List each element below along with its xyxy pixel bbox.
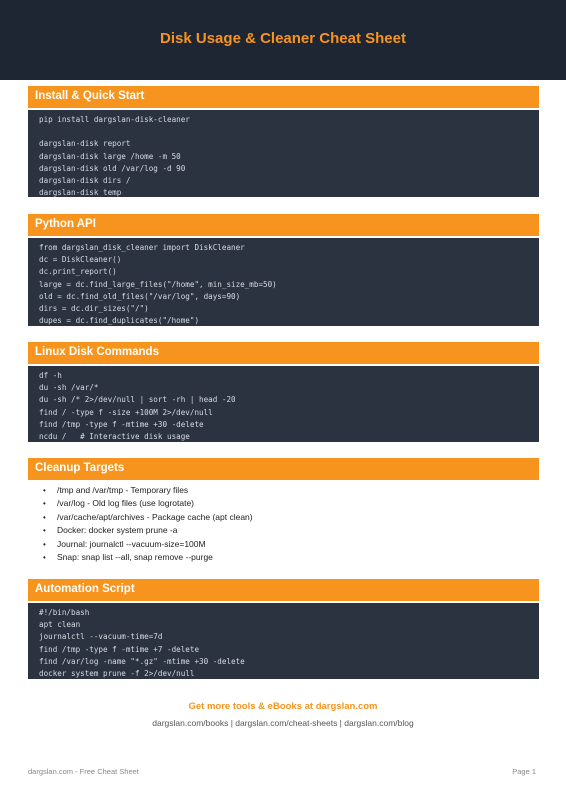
code-line: dupes = dc.find_duplicates("/home") — [39, 316, 200, 326]
list-item-text: Snap: snap list --all, snap remove --purge — [57, 551, 213, 562]
cleanup-targets-list — [40, 484, 530, 564]
code-line: old = dc.find_old_files("/var/log", days=90) — [39, 291, 241, 301]
list-item-text: /var/cache/apt/archives - Package cache (apt clean) — [57, 511, 253, 522]
bullet-icon: • — [43, 486, 46, 495]
page-header — [0, 0, 566, 80]
code-line: apt clean — [39, 620, 81, 630]
code-line: df -h — [39, 371, 62, 380]
code-line: docker system prune -f 2>/dev/null — [39, 668, 195, 678]
code-line: dc = DiskCleaner() — [39, 255, 122, 265]
code-line: dargslan-disk old /var/log -d 90 — [39, 163, 186, 173]
code-block-install — [28, 110, 539, 197]
promo-text: Get more tools & eBooks at dargslan.com — [188, 701, 378, 712]
list-item-text: /var/log - Old log files (use logrotate) — [57, 498, 195, 509]
list-item — [40, 551, 530, 564]
code-line: #!/bin/bash — [39, 608, 90, 617]
code-line — [39, 126, 539, 138]
code-line: dargslan-disk dirs / — [39, 175, 131, 185]
footer-site-label: dargslan.com - Free Cheat Sheet — [28, 767, 139, 776]
list-item-text: Docker: docker system prune -a — [57, 525, 178, 536]
code-line: large = dc.find_large_files("/home", min_size_mb=50) — [39, 279, 277, 289]
code-line: dargslan-disk temp — [39, 188, 122, 198]
code-block-automation-script — [28, 603, 539, 679]
bullet-icon: • — [43, 512, 46, 522]
list-item — [40, 511, 530, 524]
bullet-icon: • — [43, 499, 46, 509]
code-line: pip install dargslan-disk-cleaner — [39, 115, 190, 124]
code-line: find / -type f -size +100M 2>/dev/null — [39, 407, 213, 417]
code-line: find /tmp -type f -mtime +30 -delete — [39, 419, 204, 429]
footer-links[interactable]: dargslan.com/books | dargslan.com/cheat-sheets | dargslan.com/blog — [152, 718, 414, 728]
code-line: dargslan-disk large /home -m 50 — [39, 151, 181, 161]
bullet-icon: • — [43, 526, 46, 536]
code-line: dc.print_report() — [39, 267, 117, 277]
list-item-text: Journal: journalctl --vacuum-size=100M — [57, 538, 206, 549]
code-line: ncdu / # Interactive disk usage — [39, 431, 190, 441]
section-heading-python-api: Python API — [28, 214, 539, 236]
code-line: journalctl --vacuum-time=7d — [39, 632, 163, 642]
section-heading-install: Install & Quick Start — [28, 86, 539, 108]
list-item — [40, 484, 530, 497]
section-heading-cleanup-targets: Cleanup Targets — [28, 458, 539, 480]
section-heading-automation-script: Automation Script — [28, 579, 539, 601]
code-line: dargslan-disk report — [39, 139, 131, 149]
bullet-icon: • — [43, 539, 46, 549]
page-title: Disk Usage & Cleaner Cheat Sheet — [160, 30, 406, 47]
code-line: find /tmp -type f -mtime +7 -delete — [39, 644, 200, 654]
list-item — [40, 538, 530, 551]
code-block-python-api — [28, 238, 539, 326]
list-item — [40, 524, 530, 537]
section-heading-linux-disk-commands: Linux Disk Commands — [28, 342, 539, 364]
list-item — [40, 497, 530, 510]
page-number: Page 1 — [512, 767, 536, 776]
code-line: from dargslan_disk_cleaner import DiskCleaner — [39, 243, 245, 252]
code-line: dirs = dc.dir_sizes("/") — [39, 303, 149, 313]
code-line: find /var/log -name "*.gz" -mtime +30 -delete — [39, 656, 245, 666]
bullet-icon: • — [43, 552, 46, 562]
code-line: du -sh /* 2>/dev/null | sort -rh | head -20 — [39, 395, 236, 405]
list-item-text: /tmp and /var/tmp - Temporary files — [57, 485, 189, 495]
code-block-linux-disk-commands — [28, 366, 539, 442]
code-line: du -sh /var/* — [39, 383, 99, 393]
